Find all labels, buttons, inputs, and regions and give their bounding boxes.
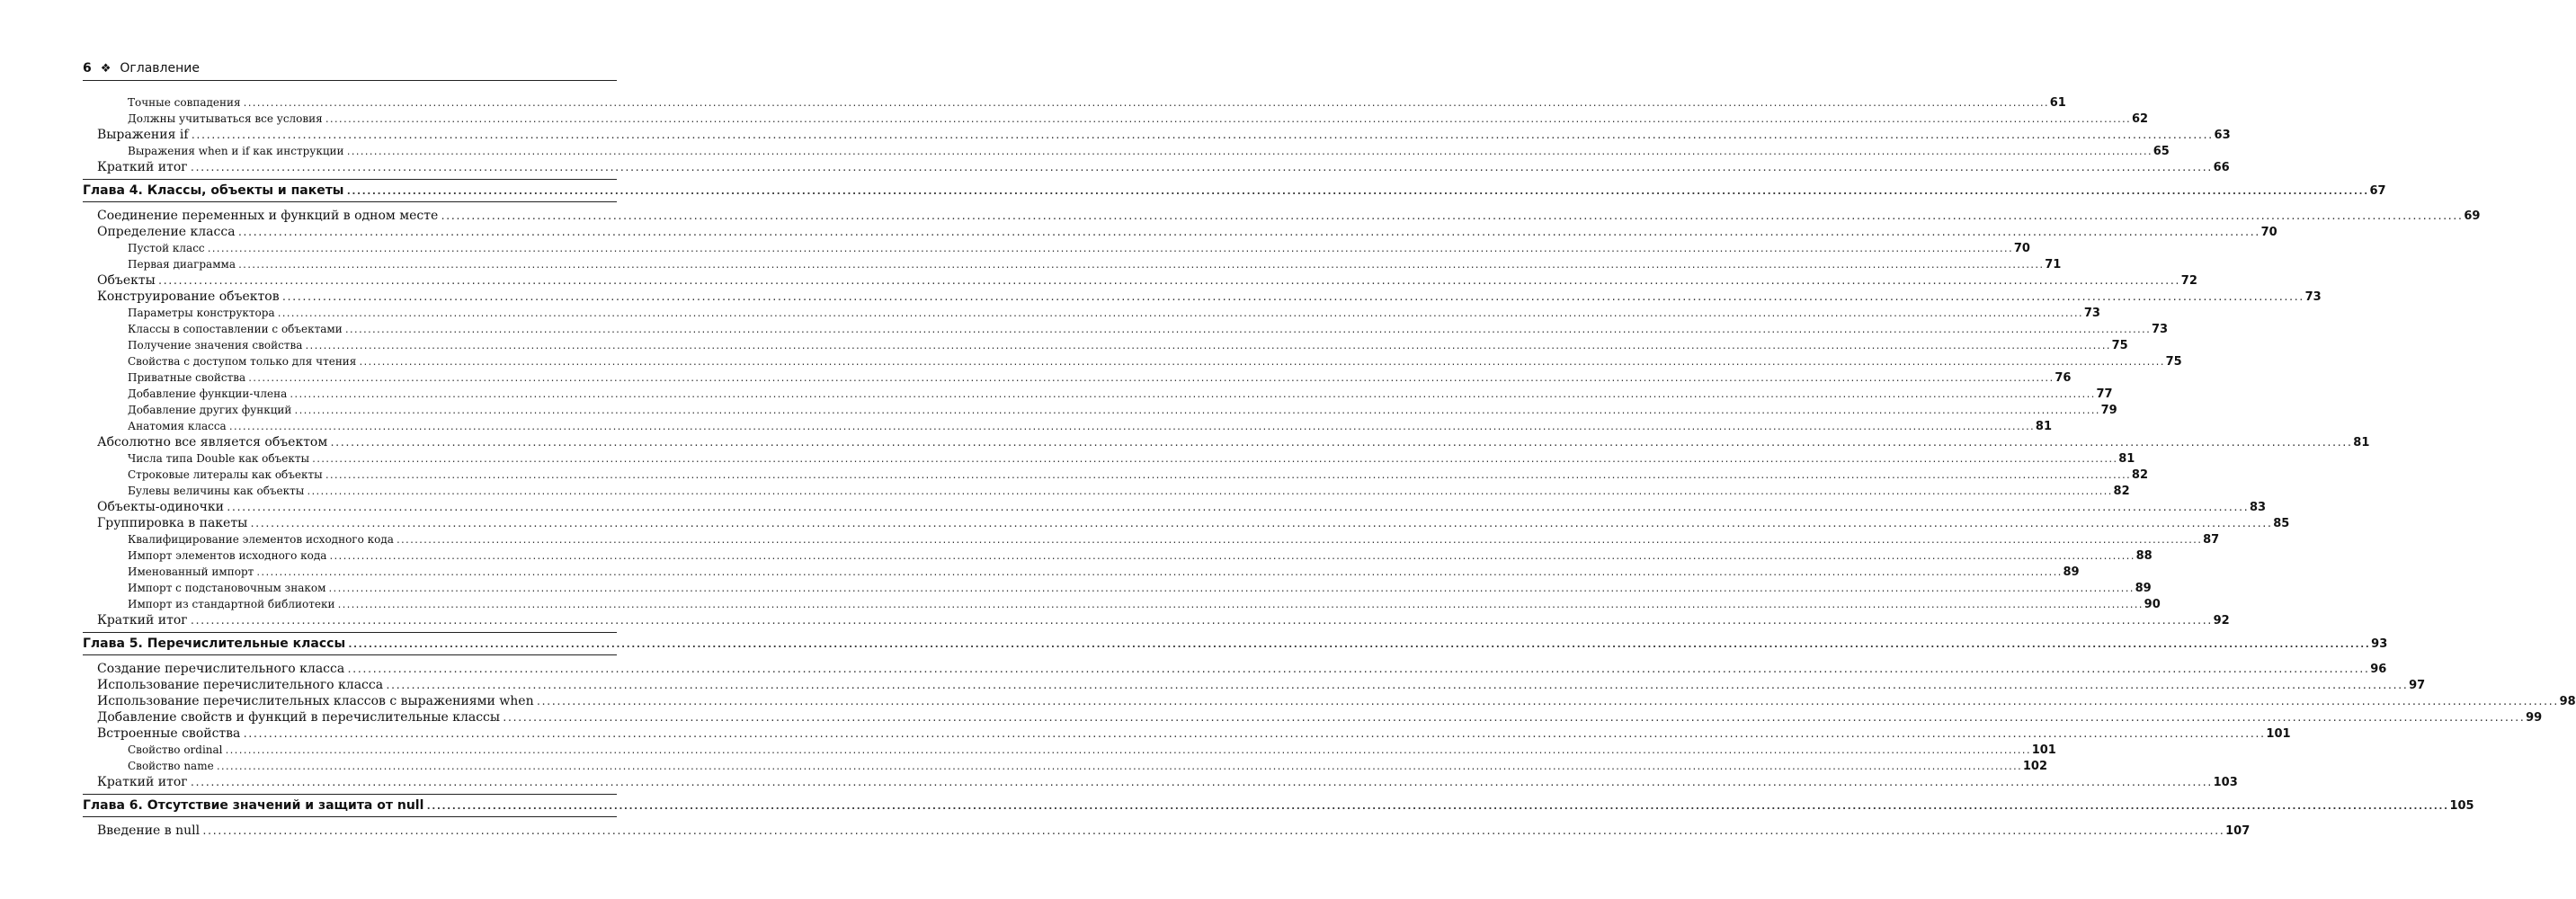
dot-leader: ................................................................................................................................................................................................................................................................................................................................................................................................................ [329, 437, 2352, 449]
toc-entry-row [83, 774, 2238, 790]
toc-entry-title: Выражения if [97, 128, 189, 142]
toc-entry-title: Глава 4. Классы, объекты и пакеты [83, 183, 344, 198]
toc-entry-title: Создание перечислительного класса [97, 662, 345, 676]
toc-entry-title: Квалифицирование элементов исходного кода [128, 533, 394, 546]
toc-entry-page: 75 [2165, 355, 2182, 369]
toc-entry-title: Абсолютно все является объектом [97, 435, 328, 450]
toc-entry-page: 87 [2203, 533, 2220, 547]
toc-entry-title: Строковые литералы как объекты [128, 468, 323, 481]
toc-entry-title: Соединение переменных и функций в одном месте [97, 209, 439, 223]
toc-entry-title: Параметры конструктора [128, 307, 275, 319]
toc-entry-row [83, 402, 2117, 418]
chapter-divider [83, 794, 2474, 817]
dot-leader: ................................................................................................................................................................................................................................................................................................................................................................................................................ [255, 568, 2062, 578]
dot-leader: ................................................................................................................................................................................................................................................................................................................................................................................................................ [306, 487, 2112, 497]
toc-entry-row [83, 208, 2481, 224]
toc-entry-page: 101 [2031, 743, 2056, 757]
dot-leader: ................................................................................................................................................................................................................................................................................................................................................................................................................ [190, 129, 2213, 141]
toc-entry-title: Точные совпадения [128, 96, 241, 109]
toc-entry-title: Введение в null [97, 823, 201, 838]
toc-entry-row [83, 127, 2231, 143]
toc-entry-row [83, 450, 2135, 467]
toc-entry-title: Определение класса [97, 225, 236, 239]
toc-entry-row [83, 369, 2072, 386]
toc-entry-row [83, 580, 2152, 596]
toc-entry-title: Группировка в пакеты [97, 516, 248, 530]
toc-entry-page: 70 [2013, 242, 2030, 255]
toc-entry-page: 77 [2096, 387, 2113, 401]
toc-entry-title: Классы в сопоставлении с объектами [128, 323, 343, 335]
dot-leader: ................................................................................................................................................................................................................................................................................................................................................................................................................ [336, 601, 2143, 610]
toc-entry-title: Свойство ordinal [128, 743, 223, 756]
toc-chapter-row [83, 634, 2388, 654]
toc-entry-row [83, 596, 2161, 612]
toc-entry-row [83, 353, 2182, 369]
toc-entry-page: 81 [2353, 436, 2370, 450]
toc-entry-page: 81 [2035, 420, 2052, 433]
dot-leader: ................................................................................................................................................................................................................................................................................................................................................................................................................ [242, 728, 2265, 740]
toc-entry-row [83, 337, 2128, 353]
toc-entry-row [83, 515, 2290, 531]
toc-entry-title: Объекты-одиночки [97, 500, 224, 514]
toc-entry-row [83, 661, 2387, 677]
dot-leader: ................................................................................................................................................................................................................................................................................................................................................................................................................ [502, 712, 2525, 724]
toc-entry-page: 66 [2213, 161, 2230, 174]
toc-entry-row [83, 499, 2267, 515]
dot-leader: ................................................................................................................................................................................................................................................................................................................................................................................................................ [247, 374, 2054, 384]
toc-entry-row [83, 224, 2277, 240]
toc-entry-title: Импорт с подстановочным знаком [128, 582, 326, 594]
toc-entry-row [83, 612, 2230, 628]
toc-entry-title: Конструирование объектов [97, 289, 280, 304]
toc-entry-title: Получение значения свойства [128, 339, 303, 352]
toc-entry-page: 107 [2225, 824, 2251, 838]
toc-entry-title: Первая диаграмма [128, 258, 236, 271]
toc-entry-row [83, 143, 2170, 159]
toc-entry-row [83, 305, 2100, 321]
dot-leader: ................................................................................................................................................................................................................................................................................................................................................................................................................ [345, 147, 2152, 157]
dot-leader: ................................................................................................................................................................................................................................................................................................................................................................................................................ [189, 615, 2212, 627]
toc-entry-title: Краткий итог [97, 775, 188, 789]
toc-entry-row [83, 677, 2426, 693]
header-title: Оглавление [120, 61, 200, 76]
dot-leader: ................................................................................................................................................................................................................................................................................................................................................................................................................ [425, 800, 2448, 812]
dot-leader: ................................................................................................................................................................................................................................................................................................................................................................................................................ [345, 185, 2368, 197]
dot-leader: ................................................................................................................................................................................................................................................................................................................................................................................................................ [358, 358, 2164, 368]
dot-leader: ................................................................................................................................................................................................................................................................................................................................................................................................................ [346, 663, 2369, 675]
toc-entry-row [83, 531, 2220, 547]
toc-entry-page: 105 [2449, 799, 2474, 813]
toc-entry-row [83, 94, 2066, 111]
toc-entry-title: Глава 5. Перечислительные классы [83, 636, 346, 651]
toc-entry-page: 62 [2131, 112, 2149, 126]
toc-entry-title: Выражения when и if как инструкции [128, 145, 344, 157]
toc-entry-row [83, 547, 2153, 564]
toc-entry-page: 89 [2135, 582, 2152, 595]
toc-entry-page: 98 [2559, 695, 2576, 708]
toc-chapter-row [83, 796, 2474, 815]
dot-leader: ................................................................................................................................................................................................................................................................................................................................................................................................................ [237, 261, 2044, 271]
table-of-contents [83, 94, 2576, 839]
toc-entry-page: 69 [2464, 209, 2481, 223]
toc-entry-page: 71 [2045, 258, 2062, 271]
dot-leader: ................................................................................................................................................................................................................................................................................................................................................................................................................ [395, 536, 2202, 546]
toc-entry-row [83, 758, 2048, 774]
toc-entry-page: 76 [2055, 371, 2072, 385]
toc-entry-title: Булевы величины как объекты [128, 485, 305, 497]
toc-entry-row [83, 823, 2251, 839]
dot-leader: ................................................................................................................................................................................................................................................................................................................................................................................................................ [440, 210, 2463, 222]
toc-entry-title: Свойства с доступом только для чтения [128, 355, 357, 368]
toc-entry-title: Добавление функции-члена [128, 387, 288, 400]
toc-entry-row [83, 240, 2030, 256]
dot-leader: ................................................................................................................................................................................................................................................................................................................................................................................................................ [201, 825, 2224, 837]
dot-leader: ................................................................................................................................................................................................................................................................................................................................................................................................................ [215, 762, 2021, 772]
dot-leader: ................................................................................................................................................................................................................................................................................................................................................................................................................ [242, 99, 2048, 109]
dot-leader: ................................................................................................................................................................................................................................................................................................................................................................................................................ [343, 325, 2150, 335]
toc-entry-row [83, 386, 2113, 402]
toc-entry-page: 81 [2118, 452, 2135, 466]
dot-leader: ................................................................................................................................................................................................................................................................................................................................................................................................................ [276, 309, 2082, 319]
dot-leader: ................................................................................................................................................................................................................................................................................................................................................................................................................ [281, 291, 2304, 303]
toc-entry-row [83, 159, 2230, 175]
toc-entry-row [83, 321, 2169, 337]
toc-entry-title: Приватные свойства [128, 371, 246, 384]
dot-leader: ................................................................................................................................................................................................................................................................................................................................................................................................................ [225, 502, 2248, 513]
toc-entry-page: 90 [2144, 598, 2161, 611]
toc-entry-row [83, 725, 2291, 742]
dot-leader: ................................................................................................................................................................................................................................................................................................................................................................................................................ [347, 638, 2370, 650]
toc-entry-title: Краткий итог [97, 160, 188, 174]
toc-entry-row [83, 709, 2543, 725]
dot-leader: ................................................................................................................................................................................................................................................................................................................................................................................................................ [293, 406, 2099, 416]
toc-entry-title: Встроенные свойства [97, 726, 241, 741]
toc-entry-row [83, 564, 2080, 580]
dot-leader: ................................................................................................................................................................................................................................................................................................................................................................................................................ [236, 227, 2260, 238]
toc-entry-page: 63 [2214, 129, 2231, 142]
toc-entry-page: 61 [2049, 96, 2066, 110]
toc-entry-page: 85 [2273, 517, 2290, 530]
toc-entry-title: Импорт из стандартной библиотеки [128, 598, 335, 610]
toc-entry-row [83, 742, 2056, 758]
toc-entry-title: Использование перечислительных классов с выражениями when [97, 694, 534, 708]
toc-entry-page: 92 [2213, 614, 2230, 628]
page-number: 6 [83, 61, 92, 76]
toc-entry-title: Должны учитываться все условия [128, 112, 323, 125]
toc-entry-page: 82 [2131, 468, 2148, 482]
toc-entry-title: Импорт элементов исходного кода [128, 549, 327, 562]
dot-leader: ................................................................................................................................................................................................................................................................................................................................................................................................................ [385, 680, 2408, 691]
toc-entry-page: 73 [2151, 323, 2169, 336]
toc-entry-title: Числа типа Double как объекты [128, 452, 310, 465]
toc-entry-title: Добавление других функций [128, 404, 292, 416]
toc-entry-title: Краткий итог [97, 613, 188, 628]
toc-entry-row [83, 289, 2322, 305]
toc-entry-title: Именованный импорт [128, 565, 254, 578]
toc-entry-page: 73 [2304, 290, 2322, 304]
dot-leader: ................................................................................................................................................................................................................................................................................................................................................................................................................ [324, 115, 2130, 125]
toc-entry-page: 101 [2266, 727, 2291, 741]
toc-entry-page: 99 [2526, 711, 2543, 725]
dot-leader: ................................................................................................................................................................................................................................................................................................................................................................................................................ [327, 584, 2134, 594]
toc-entry-page: 83 [2249, 501, 2267, 514]
toc-entry-page: 70 [2260, 226, 2277, 239]
toc-entry-page: 82 [2113, 485, 2130, 498]
toc-entry-row [83, 483, 2130, 499]
toc-entry-page: 65 [2153, 145, 2170, 158]
toc-entry-title: Добавление свойств и функций в перечислительные классы [97, 710, 501, 725]
toc-entry-page: 93 [2371, 637, 2388, 651]
dot-leader: ................................................................................................................................................................................................................................................................................................................................................................................................................ [535, 696, 2558, 708]
toc-entry-page: 88 [2135, 549, 2153, 563]
dot-leader: ................................................................................................................................................................................................................................................................................................................................................................................................................ [227, 423, 2034, 432]
toc-entry-row [83, 272, 2197, 289]
toc-entry-title: Использование перечислительного класса [97, 678, 384, 692]
dot-leader: ................................................................................................................................................................................................................................................................................................................................................................................................................ [289, 390, 2095, 400]
chapter-divider [83, 179, 2386, 202]
dot-leader: ................................................................................................................................................................................................................................................................................................................................................................................................................ [311, 455, 2117, 465]
dot-leader: ................................................................................................................................................................................................................................................................................................................................................................................................................ [189, 162, 2212, 174]
toc-entry-row [83, 434, 2370, 450]
running-header [83, 59, 617, 77]
dot-leader: ................................................................................................................................................................................................................................................................................................................................................................................................................ [224, 746, 2030, 756]
toc-entry-row [83, 693, 2576, 709]
toc-entry-page: 73 [2083, 307, 2100, 320]
dot-leader: ................................................................................................................................................................................................................................................................................................................................................................................................................ [189, 777, 2212, 788]
toc-entry-page: 89 [2063, 565, 2080, 579]
dot-leader: ................................................................................................................................................................................................................................................................................................................................................................................................................ [156, 275, 2179, 287]
toc-entry-page: 96 [2370, 663, 2387, 676]
dot-leader: ................................................................................................................................................................................................................................................................................................................................................................................................................ [206, 245, 2012, 254]
toc-entry-row [83, 111, 2149, 127]
toc-entry-title: Глава 6. Отсутствие значений и защита от null [83, 798, 424, 813]
toc-entry-row [83, 256, 2062, 272]
toc-entry-page: 72 [2180, 274, 2197, 288]
dot-leader: ................................................................................................................................................................................................................................................................................................................................................................................................................ [304, 342, 2110, 352]
toc-entry-row [83, 467, 2148, 483]
toc-entry-page: 103 [2213, 776, 2238, 789]
toc-entry-title: Свойство name [128, 760, 214, 772]
dot-leader: ................................................................................................................................................................................................................................................................................................................................................................................................................ [328, 552, 2135, 562]
header-rule [83, 80, 617, 81]
toc-chapter-row [83, 181, 2386, 200]
toc-entry-title: Пустой класс [128, 242, 205, 254]
ornament-icon: ❖ [100, 61, 111, 76]
toc-entry-page: 67 [2369, 184, 2386, 198]
toc-entry-page: 97 [2409, 679, 2426, 692]
dot-leader: ................................................................................................................................................................................................................................................................................................................................................................................................................ [324, 471, 2130, 481]
toc-entry-row [83, 418, 2052, 434]
toc-entry-page: 75 [2111, 339, 2128, 352]
toc-entry-page: 79 [2100, 404, 2117, 417]
toc-entry-title: Анатомия класса [128, 420, 227, 432]
chapter-divider [83, 632, 2388, 655]
toc-entry-page: 102 [2022, 760, 2048, 773]
dot-leader: ................................................................................................................................................................................................................................................................................................................................................................................................................ [249, 518, 2272, 530]
toc-entry-title: Объекты [97, 273, 156, 288]
